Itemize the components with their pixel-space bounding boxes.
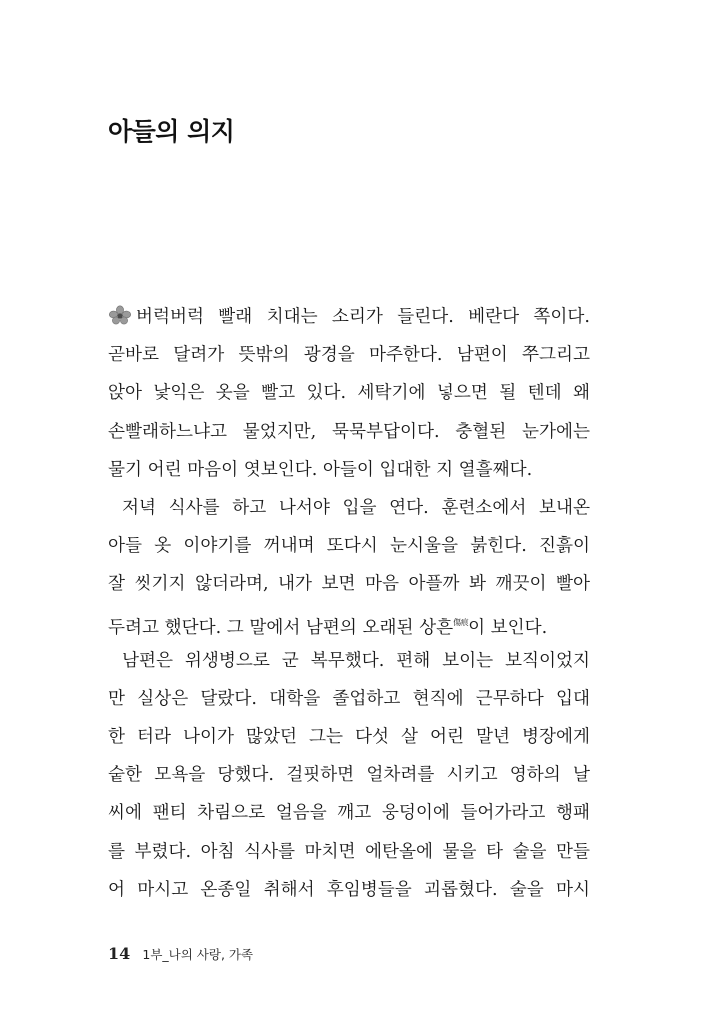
hanja-annotation: 傷痕 bbox=[453, 617, 469, 627]
paragraph-line: 앉아 낯익은 옷을 빨고 있다. 세탁기에 넣으면 될 텐데 왜 bbox=[108, 383, 590, 404]
paragraph-line: 잘 씻기지 않더라며, 내가 보면 마음 아플까 봐 깨끗이 빨아 bbox=[108, 574, 590, 595]
body-text bbox=[108, 298, 590, 909]
paragraph-line: 를 부렸다. 아침 식사를 마치면 에탄올에 물을 타 술을 만들 bbox=[108, 841, 590, 862]
page-footer bbox=[108, 944, 253, 963]
paragraph-line: 아들 옷 이야기를 꺼내며 또다시 눈시울을 붉힌다. 진흙이 bbox=[108, 536, 590, 557]
paragraph-line bbox=[108, 298, 590, 336]
chapter-title: 아들의 의지 bbox=[108, 117, 235, 146]
paragraph-line: 손빨래하느냐고 물었지만, 묵묵부답이다. 충혈된 눈가에는 bbox=[108, 421, 590, 442]
paragraph-line bbox=[108, 604, 590, 642]
paragraph-line: 곧바로 달려가 뜻밖의 광경을 마주한다. 남편이 쭈그리고 bbox=[108, 345, 590, 366]
paragraph-line: 어 마시고 온종일 취해서 후임병들을 괴롭혔다. 술을 마시 bbox=[108, 879, 590, 900]
line-text: 버럭버럭 빨래 치대는 소리가 들린다. 베란다 쪽이다. bbox=[136, 307, 590, 327]
line-text: 이 보인다. bbox=[468, 617, 548, 638]
paragraph-line: 한 터라 나이가 많았던 그는 다섯 살 어린 말년 병장에게 bbox=[108, 727, 590, 748]
paragraph-line: 물기 어린 마음이 엿보인다. 아들이 입대한 지 열흘째다. bbox=[108, 459, 533, 480]
line-text: 두려고 했단다. 그 말에서 남편의 오래된 상흔 bbox=[108, 617, 454, 638]
paragraph-line: 숱한 모욕을 당했다. 걸핏하면 얼차려를 시키고 영하의 날 bbox=[108, 765, 590, 786]
paragraph-line: 씨에 팬티 차림으로 얼음을 깨고 웅덩이에 들어가라고 행패 bbox=[108, 803, 590, 824]
section-label: 1부_나의 사랑, 가족 bbox=[142, 947, 254, 962]
flower-ornament-icon bbox=[108, 301, 132, 321]
paragraph-line: 만 실상은 달랐다. 대학을 졸업하고 현직에 근무하다 입대 bbox=[108, 688, 590, 709]
paragraph-line: 남편은 위생병으로 군 복무했다. 편해 보이는 보직이었지 bbox=[122, 650, 590, 671]
page-number: 14 bbox=[108, 944, 131, 963]
paragraph-line: 저녁 식사를 하고 나서야 입을 연다. 훈련소에서 보내온 bbox=[122, 497, 590, 518]
